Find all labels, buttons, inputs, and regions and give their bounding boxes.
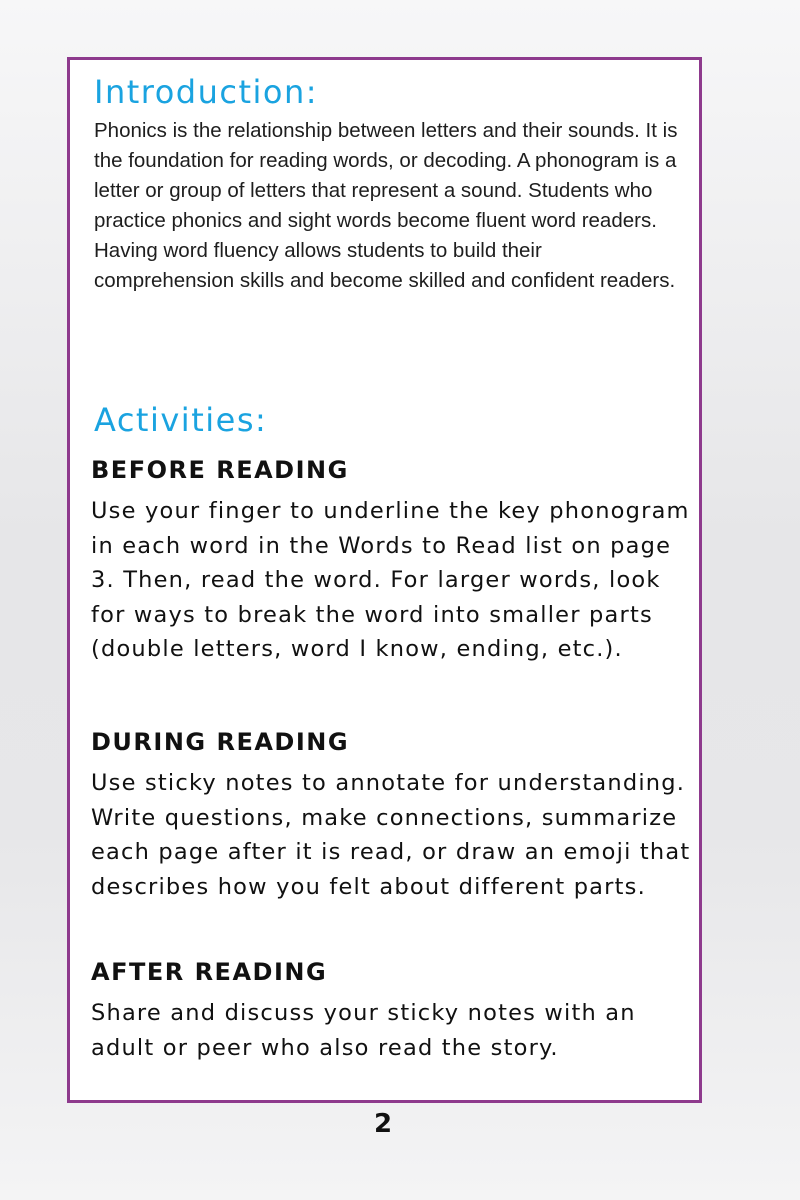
after-reading-heading: AFTER READING xyxy=(91,958,328,986)
introduction-text: Phonics is the relationship between letters and their sounds. It is the foundation for reading words, or decoding. A phonogram is a letter or group of letters that represent a sound. Students who practice phonics and sight words become fluent word readers. Having word fluency allows students to build their comprehension skills and become skilled and confident readers. xyxy=(94,119,678,292)
page-number: 2 xyxy=(373,1109,393,1139)
activities-heading: Activities: xyxy=(94,401,268,439)
before-reading-text: Use your finger to underline the key phonogram in each word in the Words to Read list on page 3. Then, read the word. For larger words, look for ways to break the word into smaller parts (double letters, word I know, ending, etc.). xyxy=(91,498,690,662)
before-reading-heading: BEFORE READING xyxy=(91,456,349,484)
after-reading-text: Share and discuss your sticky notes with an adult or peer who also read the story. xyxy=(91,1000,636,1061)
content-frame xyxy=(67,57,702,1103)
during-reading-heading: DURING READING xyxy=(91,728,350,756)
introduction-heading: Introduction: xyxy=(94,73,319,111)
during-reading-text: Use sticky notes to annotate for understanding. Write questions, make connections, summarize each page after it is read, or draw an emoji that describes how you felt about different parts. xyxy=(91,770,691,900)
